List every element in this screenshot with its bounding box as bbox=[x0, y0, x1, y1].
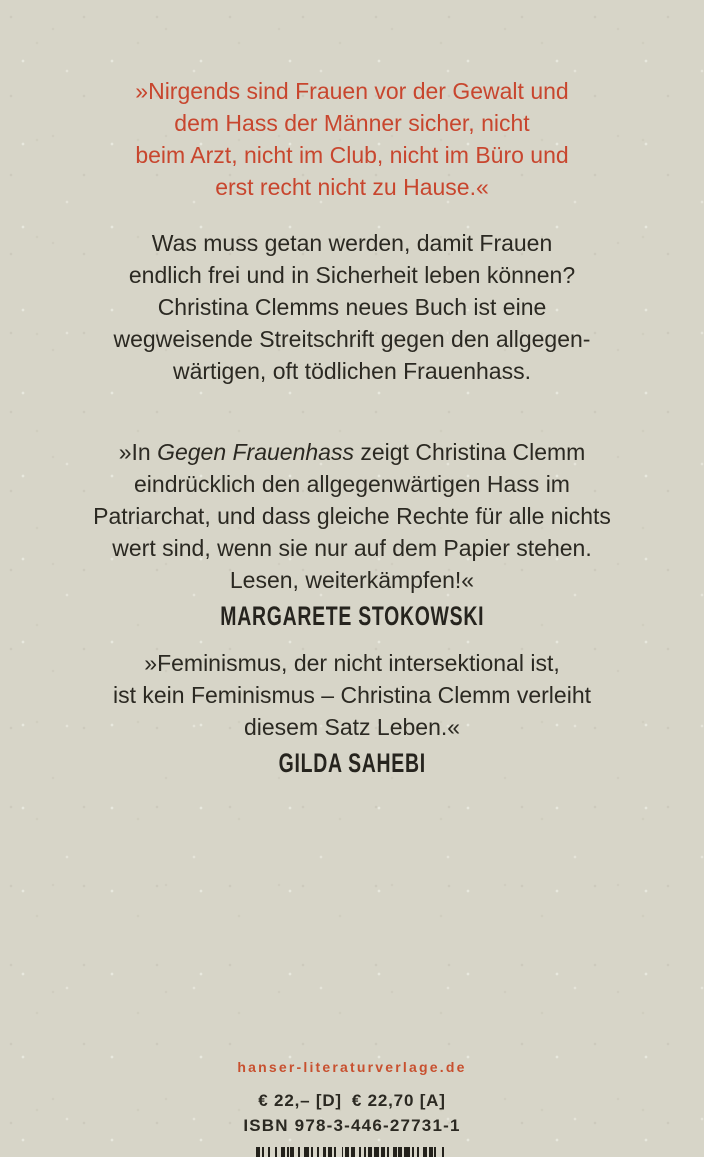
intro-line: endlich frei und in Sicherheit leben können? bbox=[128, 262, 576, 288]
endorsement-line: diesem Satz Leben.« bbox=[243, 714, 461, 740]
top-pull-quote bbox=[0, 75, 704, 203]
price-line bbox=[0, 1091, 704, 1111]
endorsement-sahebi bbox=[0, 647, 704, 776]
endorsement-line: »Feminismus, der nicht intersektional ist, bbox=[144, 650, 560, 676]
endorsement-stokowski bbox=[0, 436, 704, 629]
attribution-stokowski bbox=[0, 603, 704, 629]
pull-quote-line: beim Arzt, nicht im Club, nicht im Büro und bbox=[135, 142, 569, 168]
publisher-website: hanser-literaturverlage.de bbox=[237, 1059, 467, 1075]
price-austria: € 22,70 [A] bbox=[351, 1091, 446, 1110]
barcode bbox=[0, 1147, 704, 1157]
price-germany: € 22,– [D] bbox=[258, 1091, 342, 1110]
pull-quote-line: dem Hass der Männer sicher, nicht bbox=[174, 110, 530, 136]
pull-quote-line: »Nirgends sind Frauen vor der Gewalt und bbox=[135, 78, 569, 104]
endorsement-line bbox=[0, 436, 704, 468]
book-title-italic: Gegen Frauenhass bbox=[157, 439, 354, 465]
intro-line: wegweisende Streitschrift gegen den allgegen- bbox=[113, 326, 591, 352]
endorsement-line: ist kein Feminismus – Christina Clemm verleiht bbox=[112, 682, 591, 708]
attribution-name: MARGARETE STOKOWSKI bbox=[220, 601, 484, 631]
intro-line: Christina Clemms neues Buch ist eine bbox=[157, 294, 547, 320]
endorsement-line: Lesen, weiterkämpfen!« bbox=[229, 567, 475, 593]
intro-line: wärtigen, oft tödlichen Frauenhass. bbox=[173, 358, 531, 384]
attribution-name: GILDA SAHEBI bbox=[278, 748, 426, 778]
attribution-sahebi bbox=[0, 750, 704, 776]
quote-text: zeigt Christina Clemm bbox=[353, 439, 586, 465]
endorsement-line: eindrücklich den allgegenwärtigen Hass im bbox=[134, 471, 570, 497]
intro-line: Was muss getan werden, damit Frauen bbox=[151, 230, 553, 256]
intro-paragraph bbox=[0, 227, 704, 387]
endorsement-line: Patriarchat, und dass gleiche Rechte für alle nichts bbox=[93, 503, 611, 529]
isbn-line: ISBN 978-3-446-27731-1 bbox=[243, 1116, 461, 1135]
pull-quote-line: erst recht nicht zu Hause.« bbox=[215, 174, 489, 200]
quote-text: »In bbox=[118, 439, 158, 465]
endorsement-line: wert sind, wenn sie nur auf dem Papier stehen. bbox=[112, 535, 592, 561]
